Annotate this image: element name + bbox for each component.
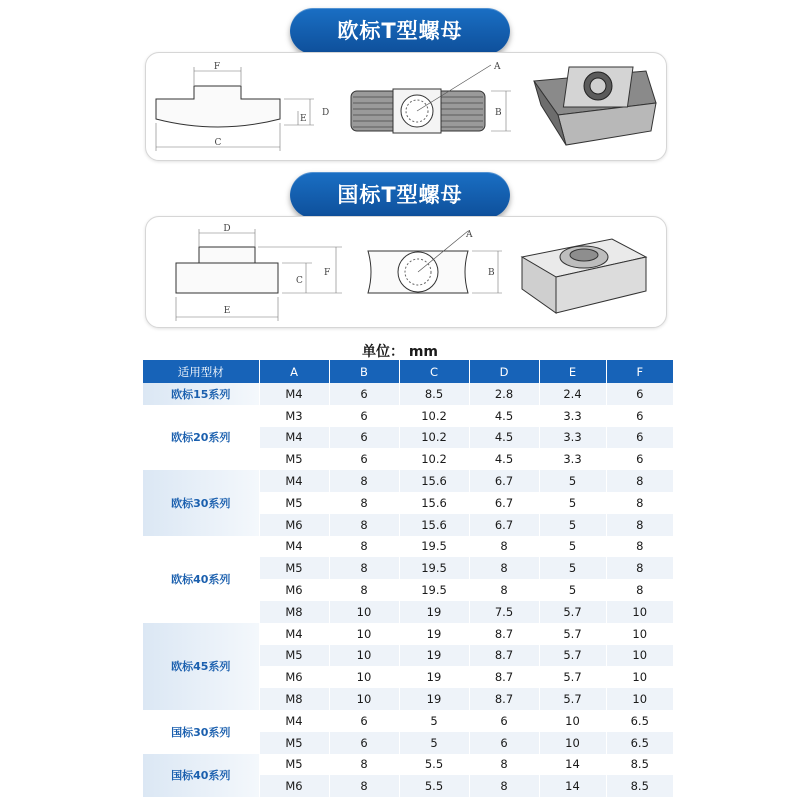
table-cell: 5.7	[539, 601, 606, 623]
table-cell: 5	[399, 710, 469, 732]
national-section-title: 国标T型螺母	[290, 172, 510, 218]
table-cell: 8.7	[469, 666, 539, 688]
table-cell: 10	[329, 666, 399, 688]
table-cell: M4	[259, 623, 329, 645]
table-cell: 8	[469, 536, 539, 558]
table-cell: M4	[259, 710, 329, 732]
col-header-b: B	[329, 360, 399, 383]
eu-3d-view	[534, 67, 656, 145]
table-cell: 5	[539, 579, 606, 601]
table-cell: 10	[606, 645, 673, 667]
table-cell: 6	[329, 710, 399, 732]
table-cell: 5	[399, 732, 469, 754]
gb-label-b: B	[488, 268, 495, 278]
series-cell: 欧标40系列	[143, 536, 259, 623]
table-cell: 3.3	[539, 405, 606, 427]
table-cell: 10	[329, 645, 399, 667]
table-cell: 19.5	[399, 579, 469, 601]
eu-label-b: B	[495, 108, 502, 118]
table-cell: 8.7	[469, 688, 539, 710]
gb-3d-view	[522, 239, 646, 313]
table-cell: 8	[636, 539, 644, 554]
table-header-row	[143, 360, 673, 383]
table-cell: M8	[259, 601, 329, 623]
col-header-d: D	[469, 360, 539, 383]
gb-label-f: F	[324, 268, 331, 278]
table-cell: 6	[329, 732, 399, 754]
table-cell: 8	[469, 775, 539, 797]
table-cell: 3.3	[539, 427, 606, 449]
table-cell: 10	[606, 601, 673, 623]
table-cell: M6	[259, 579, 329, 601]
table-cell: 8	[329, 775, 399, 797]
table-cell: 6.5	[606, 732, 673, 754]
col-header-c: C	[399, 360, 469, 383]
eu-label-c: C	[214, 138, 222, 148]
table-cell: 8	[606, 514, 673, 536]
table-cell: 4.5	[469, 427, 539, 449]
table-row	[143, 623, 673, 645]
table-cell: 5.7	[539, 666, 606, 688]
table-cell: 19	[399, 623, 469, 645]
table-cell: 15.6	[399, 470, 469, 492]
table-cell: 8.7	[469, 645, 539, 667]
gb-label-a: A	[466, 230, 473, 240]
european-section-title: 欧标T型螺母	[290, 8, 510, 54]
table-cell: 10	[329, 623, 399, 645]
table-cell: 8.7	[469, 623, 539, 645]
eu-top-view	[351, 65, 511, 133]
table-cell: M3	[259, 405, 329, 427]
table-cell: 8	[606, 470, 673, 492]
table-cell: 5	[539, 514, 606, 536]
table-cell: 5.5	[399, 754, 469, 776]
table-cell: 8	[636, 583, 644, 598]
table-cell: 14	[539, 775, 606, 797]
series-cell: 欧标45系列	[143, 623, 259, 710]
table-cell: 8.5	[399, 383, 469, 405]
table-cell: 15.6	[399, 514, 469, 536]
table-cell: 4.5	[469, 448, 539, 470]
col-header-profile: 适用型材	[143, 360, 259, 383]
table-cell: M6	[259, 514, 329, 536]
table-cell: 14	[539, 754, 606, 776]
national-diagram-panel	[145, 216, 667, 328]
table-cell: 6	[606, 427, 673, 449]
table-cell: 5	[539, 470, 606, 492]
table-cell: M6	[259, 775, 329, 797]
european-diagram-panel	[145, 52, 667, 161]
table-cell: 10	[329, 601, 399, 623]
table-cell: 10	[539, 710, 606, 732]
col-header-a: A	[259, 360, 329, 383]
table-cell: 2.8	[469, 383, 539, 405]
table-cell: 6	[329, 448, 399, 470]
table-cell: 10	[632, 670, 648, 685]
european-t-nut-drawings	[146, 53, 668, 162]
table-cell: 8	[469, 754, 539, 776]
table-cell: 6	[329, 405, 399, 427]
table-cell: 7.5	[469, 601, 539, 623]
series-cell: 国标40系列	[143, 754, 259, 798]
table-row	[143, 754, 673, 776]
table-cell: M4	[259, 536, 329, 558]
table-cell: 10	[329, 688, 399, 710]
eu-label-f: F	[213, 62, 221, 72]
table-cell: 6	[329, 383, 399, 405]
table-cell: 8	[469, 557, 539, 579]
table-cell: 5.7	[539, 645, 606, 667]
table-cell: 8	[606, 557, 673, 579]
table-cell: 19.5	[399, 557, 469, 579]
table-cell: 3.3	[539, 448, 606, 470]
table-cell: 8	[329, 514, 399, 536]
table-cell: 5	[539, 557, 606, 579]
table-cell: 8.5	[630, 757, 649, 772]
table-cell: 5	[539, 492, 606, 514]
table-cell: 5.5	[399, 775, 469, 797]
eu-label-e: E	[300, 114, 307, 124]
col-header-f: F	[606, 360, 673, 383]
table-cell: 10.2	[399, 448, 469, 470]
table-cell: 6	[469, 732, 539, 754]
table-cell: 6	[636, 452, 644, 467]
table-cell: 10	[632, 626, 648, 641]
table-cell: M5	[259, 732, 329, 754]
table-cell: 6.5	[630, 713, 649, 728]
table-cell: 6.7	[469, 470, 539, 492]
table-cell: M6	[259, 666, 329, 688]
table-cell: 8	[636, 495, 644, 510]
table-cell: 10	[606, 688, 673, 710]
table-cell: 10.2	[399, 427, 469, 449]
table-cell: 8.5	[606, 775, 673, 797]
table-cell: 8	[329, 754, 399, 776]
table-cell: 6	[636, 408, 644, 423]
col-header-e: E	[539, 360, 606, 383]
series-cell: 欧标20系列	[143, 405, 259, 470]
eu-front-view	[156, 67, 314, 151]
table-row	[143, 405, 673, 427]
table-cell: 10	[539, 732, 606, 754]
table-cell: M4	[259, 383, 329, 405]
table-cell: 6	[329, 427, 399, 449]
table-cell: 6.7	[469, 514, 539, 536]
table-cell: 19	[399, 688, 469, 710]
table-cell: 8	[329, 470, 399, 492]
table-cell: 19.5	[399, 536, 469, 558]
series-cell: 国标30系列	[143, 710, 259, 754]
table-cell: M5	[259, 448, 329, 470]
table-cell: 5	[539, 536, 606, 558]
eu-label-a: A	[494, 62, 501, 72]
table-cell: 2.4	[539, 383, 606, 405]
table-cell: 5.7	[539, 623, 606, 645]
table-cell: 6	[606, 383, 673, 405]
table-cell: 10.2	[399, 405, 469, 427]
table-row	[143, 383, 673, 405]
table-cell: 15.6	[399, 492, 469, 514]
table-cell: M5	[259, 557, 329, 579]
spec-table	[143, 360, 673, 797]
table-row	[143, 710, 673, 732]
gb-top-view	[368, 231, 502, 293]
gb-label-e: E	[223, 306, 231, 316]
table-cell: 8	[469, 579, 539, 601]
table-body	[143, 383, 673, 797]
table-cell: 19	[399, 601, 469, 623]
table-cell: 8	[329, 536, 399, 558]
table-cell: 8	[329, 579, 399, 601]
table-cell: 6.7	[469, 492, 539, 514]
table-cell: M4	[259, 470, 329, 492]
table-cell: 5.7	[539, 688, 606, 710]
national-t-nut-drawings	[146, 217, 668, 329]
eu-label-d: D	[322, 108, 330, 118]
table-cell: M5	[259, 492, 329, 514]
table-row	[143, 536, 673, 558]
gb-label-d: D	[223, 224, 231, 234]
series-cell: 欧标15系列	[143, 383, 259, 405]
table-row	[143, 470, 673, 492]
table-cell: M5	[259, 645, 329, 667]
table-cell: 6	[469, 710, 539, 732]
table-cell: 19	[399, 645, 469, 667]
table-cell: M5	[259, 754, 329, 776]
table-cell: 8	[329, 492, 399, 514]
table-cell: M8	[259, 688, 329, 710]
series-cell: 欧标30系列	[143, 470, 259, 535]
table-cell: 8	[329, 557, 399, 579]
gb-front-view	[176, 229, 342, 321]
table-cell: 4.5	[469, 405, 539, 427]
table-cell: M4	[259, 427, 329, 449]
gb-label-c: C	[296, 276, 303, 286]
table-cell: 19	[399, 666, 469, 688]
unit-label: 单位： mm	[361, 344, 439, 360]
